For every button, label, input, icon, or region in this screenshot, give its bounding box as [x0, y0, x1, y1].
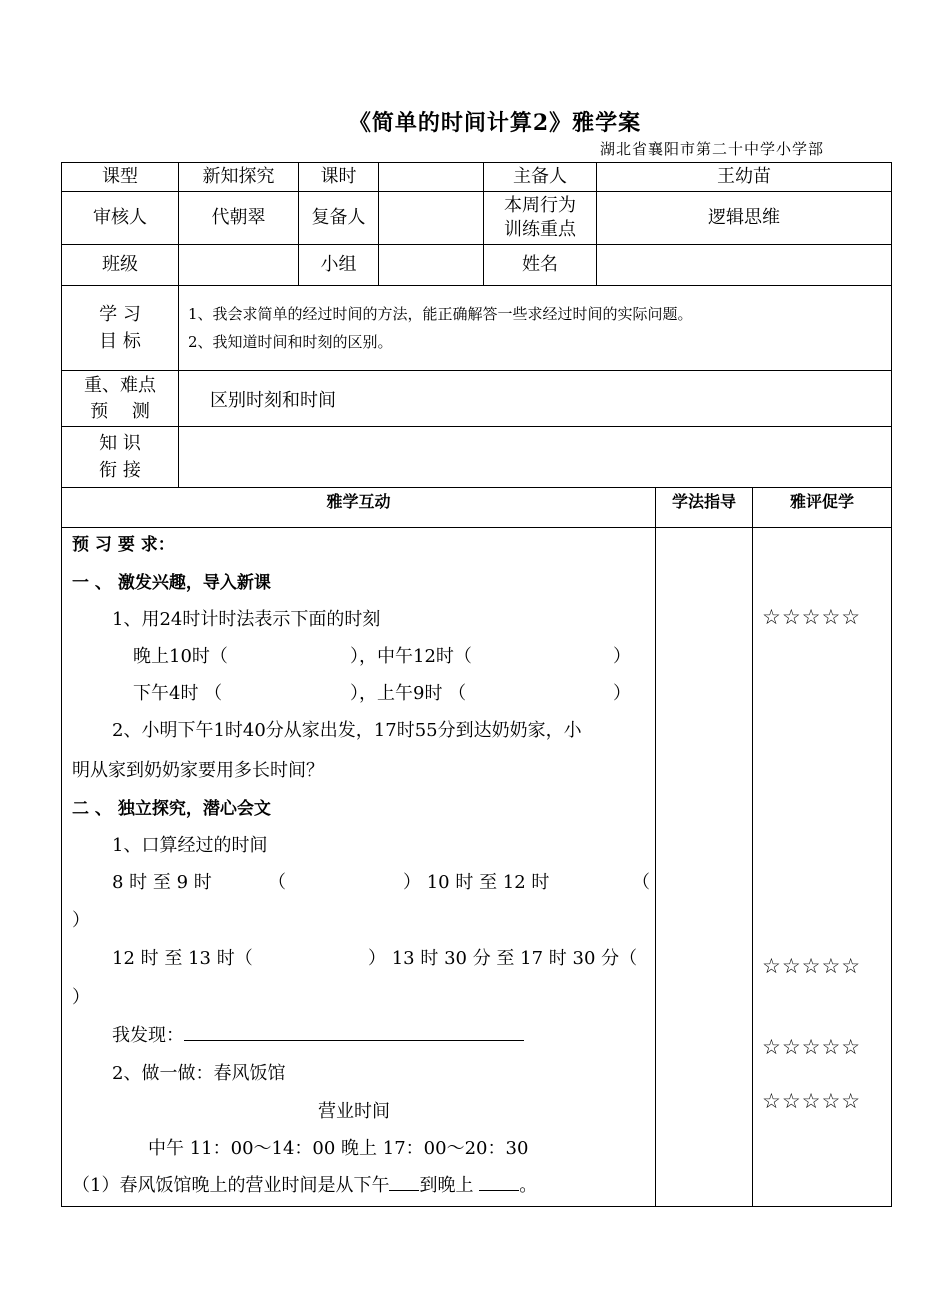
- label-group: 小组: [320, 254, 357, 275]
- column-header-method: 学法指导: [671, 492, 736, 511]
- business-hours-title: 营业时间: [318, 1101, 390, 1122]
- rating-stars-1[interactable]: ☆☆☆☆☆: [762, 605, 862, 629]
- practice-1-row-1-a: 8 时 至 9 时: [112, 872, 212, 893]
- label-name: 姓名: [522, 254, 558, 275]
- label-class: 班级: [102, 254, 138, 275]
- label-knowledge-link: [62, 427, 178, 487]
- key-points-text: 区别时刻和时间: [210, 390, 336, 411]
- rating-stars-2[interactable]: ☆☆☆☆☆: [762, 954, 862, 978]
- section-2-heading: 二 、 独立探究，潜心会文: [72, 799, 271, 819]
- label-weekly-focus-line2: 训练重点: [504, 219, 576, 240]
- question-1: 1、用24时计时法表示下面的时刻: [112, 609, 381, 630]
- practice-1-row-2-a: 12 时 至 13 时（: [112, 948, 253, 969]
- question-3-b: 到晚上: [419, 1175, 480, 1196]
- prep-heading: 预 习 要 求：: [72, 535, 175, 555]
- value-main-preparer: 王幼苗: [717, 166, 771, 187]
- rating-stars-4[interactable]: ☆☆☆☆☆: [762, 1089, 862, 1113]
- school-name: 湖北省襄阳市第二十中学小学部: [600, 140, 825, 158]
- label-key-points-line1: 重、难点: [84, 374, 156, 396]
- practice-1-row-1-e: ）: [72, 910, 90, 931]
- label-lesson-type: 课型: [102, 166, 138, 187]
- label-key-points: [62, 371, 178, 426]
- question-3: [72, 1171, 537, 1197]
- question-1-row-1-c: ）: [613, 646, 631, 667]
- question-1-row-2-b: ），上午9时 （: [350, 683, 467, 704]
- label-main-preparer: 主备人: [513, 166, 567, 187]
- goal-item-2: 2、我知道时间和时刻的区别。: [188, 333, 393, 351]
- question-3-blank-1[interactable]: [389, 1172, 419, 1191]
- question-1-row-1-b: ），中午12时（: [350, 646, 472, 667]
- value-class: [179, 245, 298, 285]
- question-2-line-1: 2、小明下午1时40分从家出发，17时55分到达奶奶家，小: [112, 720, 582, 741]
- label-period: 课时: [320, 166, 357, 187]
- label-learning-goals: [62, 300, 178, 356]
- question-3-a: （1）春风饭馆晚上的营业时间是从下午: [72, 1175, 390, 1196]
- value-weekly-focus: 逻辑思维: [708, 207, 780, 228]
- value-name: [597, 245, 891, 285]
- label-reviewer: 审核人: [93, 207, 147, 228]
- discovery-blank[interactable]: [184, 1022, 524, 1041]
- value-co-preparer: [379, 192, 483, 244]
- label-learning-goals-line2: 目 标: [99, 331, 141, 352]
- value-reviewer: 代朝翠: [211, 207, 266, 228]
- question-1-row-2-c: ）: [613, 683, 631, 704]
- discovery-line: [112, 1021, 524, 1047]
- value-period: [379, 163, 483, 191]
- question-1-row-1-a: 晚上10时（: [133, 646, 228, 667]
- question-3-c: 。: [519, 1175, 538, 1196]
- business-hours: 中午 11：00～14：00 晚上 17：00～20：30: [148, 1138, 529, 1159]
- label-knowledge-link-line1: 知 识: [99, 433, 141, 454]
- practice-1-row-2-b: ） 13 时 30 分 至 17 时 30 分（: [368, 948, 638, 969]
- label-key-points-line2: 预 测: [90, 400, 150, 422]
- column-header-evaluation: 雅评促学: [789, 492, 854, 511]
- practice-1-row-1-b: （: [268, 872, 286, 893]
- rating-stars-3[interactable]: ☆☆☆☆☆: [762, 1035, 862, 1059]
- section-1-heading: 一 、 激发兴趣，导入新课: [72, 573, 271, 593]
- question-3-blank-2[interactable]: [479, 1172, 519, 1191]
- practice-2: 2、做一做：春风饭馆: [112, 1063, 286, 1084]
- goal-item-1: 1、我会求简单的经过时间的方法，能正确解答一些求经过时间的实际问题。: [188, 305, 693, 323]
- practice-1-row-1-c: ） 10 时 至 12 时: [403, 872, 550, 893]
- label-weekly-focus: [484, 192, 596, 244]
- practice-1-row-2-c: ）: [72, 987, 90, 1008]
- question-1-row-2-a: 下午4时 （: [133, 683, 223, 704]
- discovery-label: 我发现：: [112, 1025, 184, 1046]
- label-learning-goals-line1: 学 习: [99, 304, 141, 325]
- question-2-line-2: 明从家到奶奶家要用多长时间？: [72, 760, 324, 781]
- column-header-interaction: 雅学互动: [326, 492, 391, 511]
- value-lesson-type: 新知探究: [202, 166, 275, 187]
- practice-1: 1、口算经过的时间: [112, 835, 268, 856]
- document-title: 《简单的时间计算2》雅学案: [348, 110, 642, 136]
- label-co-preparer: 复备人: [311, 207, 366, 228]
- value-group: [379, 245, 483, 285]
- label-weekly-focus-line1: 本周行为: [504, 195, 576, 216]
- label-knowledge-link-line2: 衔 接: [99, 460, 141, 481]
- practice-1-row-1-d: （: [632, 872, 650, 893]
